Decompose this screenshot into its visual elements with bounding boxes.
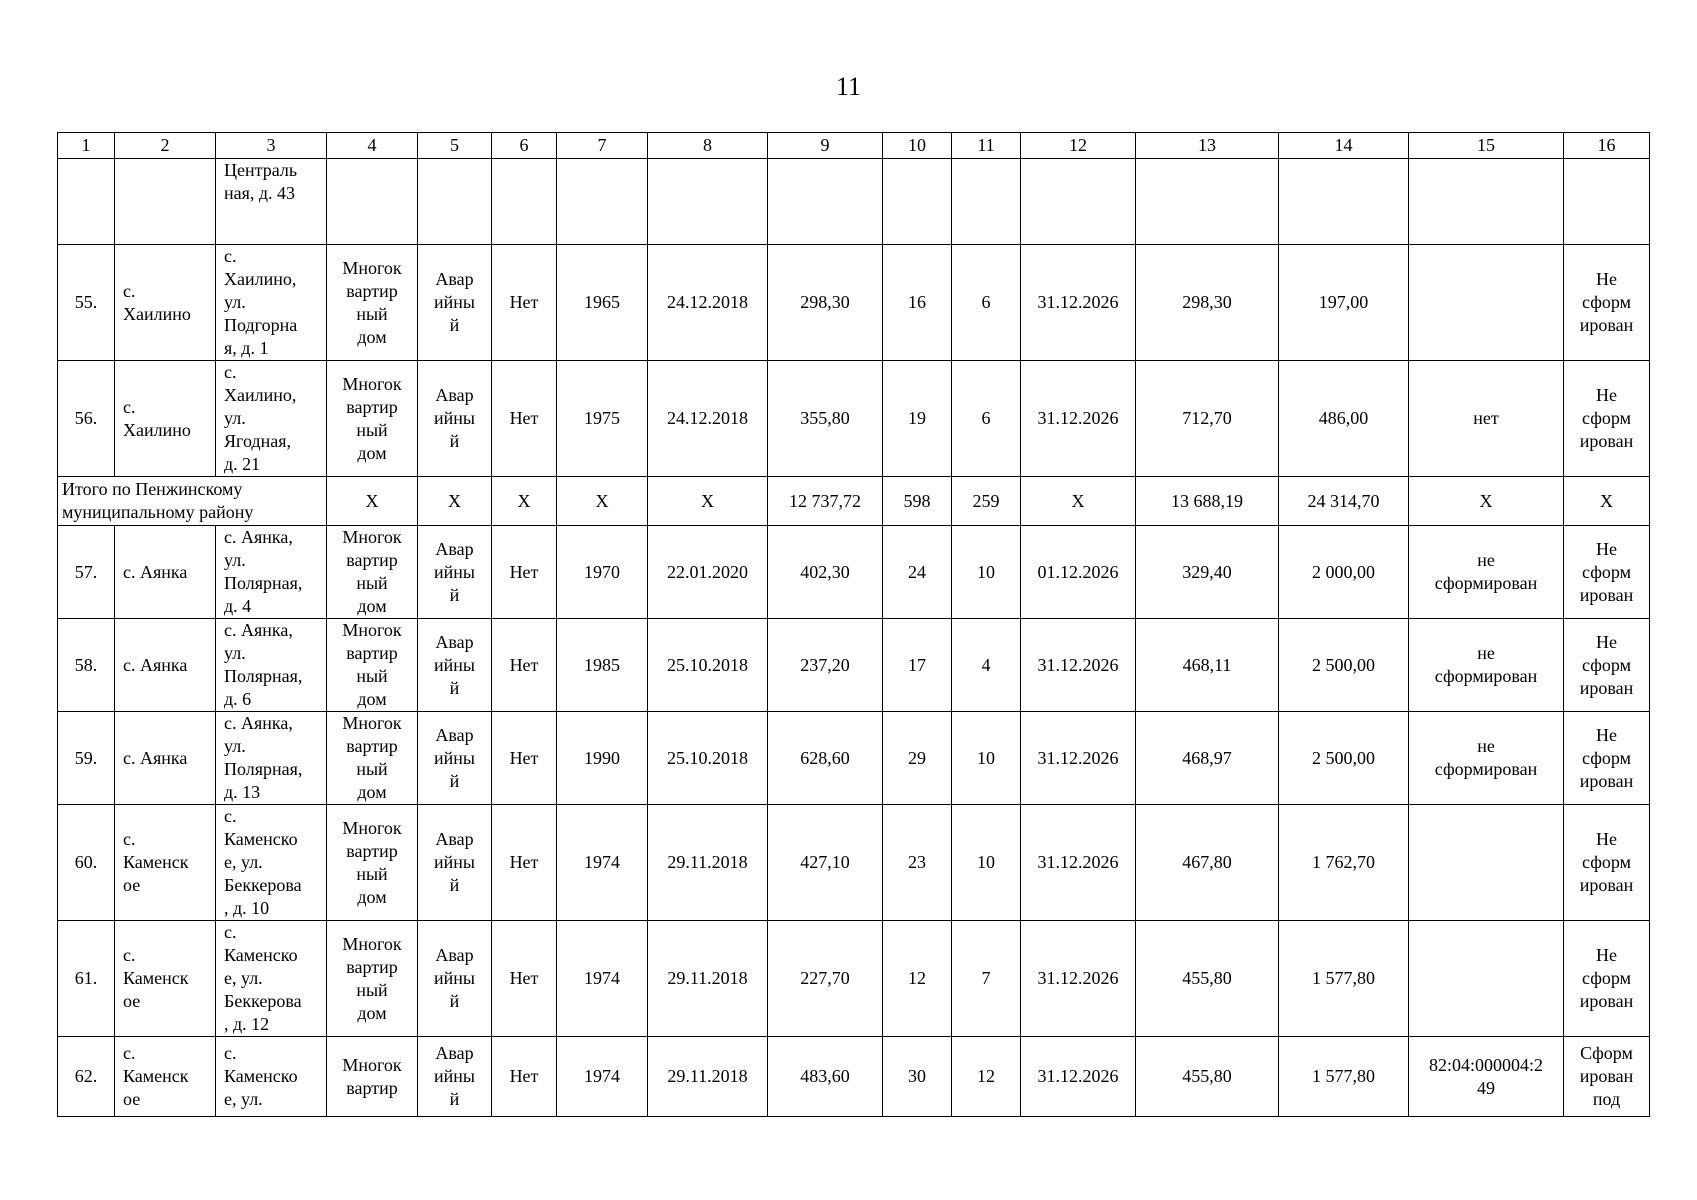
premises-cell: 10 bbox=[952, 712, 1021, 805]
land-status-cell: Не сформ ирован bbox=[1564, 526, 1650, 619]
year-cell: 1965 bbox=[557, 245, 648, 361]
total-residents: 598 bbox=[883, 477, 952, 526]
building-type-cell: Многок вартир ный дом bbox=[327, 712, 418, 805]
year-cell: 1974 bbox=[557, 1037, 648, 1117]
premises-cell: 6 bbox=[952, 361, 1021, 477]
residents-cell: 12 bbox=[883, 921, 952, 1037]
land-status-cell: Не сформ ирован bbox=[1564, 805, 1650, 921]
row-number: 61. bbox=[58, 921, 115, 1037]
continuation-row bbox=[58, 159, 1650, 245]
column-number-6: 6 bbox=[492, 133, 557, 159]
building-type-cell: Многок вартир ный дом bbox=[327, 526, 418, 619]
area2-cell: 329,40 bbox=[1136, 526, 1279, 619]
status-cell: Авар ийны й bbox=[418, 526, 492, 619]
area2-cell: 468,97 bbox=[1136, 712, 1279, 805]
plan-date-cell: 31.12.2026 bbox=[1021, 361, 1136, 477]
building-type-cell: Многок вартир ный дом bbox=[327, 921, 418, 1037]
plan-date-cell: 31.12.2026 bbox=[1021, 1037, 1136, 1117]
column-number-2: 2 bbox=[115, 133, 216, 159]
year-cell: 1974 bbox=[557, 805, 648, 921]
residents-cell: 30 bbox=[883, 1037, 952, 1117]
recognition-date-cell: 29.11.2018 bbox=[648, 1037, 768, 1117]
year-cell: 1990 bbox=[557, 712, 648, 805]
cadastre-cell: 82:04:000004:2 49 bbox=[1409, 1037, 1564, 1117]
total-row bbox=[58, 477, 1650, 526]
land-status-cell: Не сформ ирован bbox=[1564, 619, 1650, 712]
settlement-cell: с. Хаилино bbox=[115, 245, 216, 361]
column-number-1: 1 bbox=[58, 133, 115, 159]
building-type-cell: Многок вартир ный дом bbox=[327, 245, 418, 361]
residents-cell: 23 bbox=[883, 805, 952, 921]
total-area: 12 737,72 bbox=[768, 477, 883, 526]
area3-cell: 197,00 bbox=[1279, 245, 1409, 361]
column-number-row bbox=[58, 133, 1650, 159]
table-row bbox=[58, 526, 1650, 619]
recognition-date-cell: 24.12.2018 bbox=[648, 361, 768, 477]
premises-cell: 10 bbox=[952, 526, 1021, 619]
status-cell: Авар ийны й bbox=[418, 805, 492, 921]
x-mark: Х bbox=[418, 477, 492, 526]
column-number-8: 8 bbox=[648, 133, 768, 159]
column-number-7: 7 bbox=[557, 133, 648, 159]
area3-cell: 2 000,00 bbox=[1279, 526, 1409, 619]
table-row bbox=[58, 361, 1650, 477]
land-status-cell: Не сформ ирован bbox=[1564, 361, 1650, 477]
land-status-cell: Не сформ ирован bbox=[1564, 712, 1650, 805]
address-cell: с. Аянка, ул. Полярная, д. 6 bbox=[216, 619, 327, 712]
table-row bbox=[58, 712, 1650, 805]
area-cell: 237,20 bbox=[768, 619, 883, 712]
plan-date-cell: 31.12.2026 bbox=[1021, 245, 1136, 361]
residents-cell: 17 bbox=[883, 619, 952, 712]
address-cell: Централь ная, д. 43 bbox=[216, 159, 327, 245]
status-cell: Авар ийны й bbox=[418, 619, 492, 712]
building-type-cell: Многок вартир bbox=[327, 1037, 418, 1117]
cadastre-cell: нет bbox=[1409, 361, 1564, 477]
column-number-12: 12 bbox=[1021, 133, 1136, 159]
address-cell: с. Каменско е, ул. Беккерова , д. 10 bbox=[216, 805, 327, 921]
row-number: 59. bbox=[58, 712, 115, 805]
settlement-cell: с. Хаилино bbox=[115, 361, 216, 477]
x-mark: Х bbox=[1021, 477, 1136, 526]
row-number: 56. bbox=[58, 361, 115, 477]
flag-cell: Нет bbox=[492, 921, 557, 1037]
address-cell: с. Каменско е, ул. Беккерова , д. 12 bbox=[216, 921, 327, 1037]
recognition-date-cell: 22.01.2020 bbox=[648, 526, 768, 619]
status-cell: Авар ийны й bbox=[418, 361, 492, 477]
row-number: 60. bbox=[58, 805, 115, 921]
plan-date-cell: 31.12.2026 bbox=[1021, 619, 1136, 712]
premises-cell: 10 bbox=[952, 805, 1021, 921]
building-type-cell: Многок вартир ный дом bbox=[327, 805, 418, 921]
page-number: 11 bbox=[835, 72, 862, 101]
area3-cell: 1 577,80 bbox=[1279, 921, 1409, 1037]
column-number-5: 5 bbox=[418, 133, 492, 159]
row-number: 55. bbox=[58, 245, 115, 361]
column-number-14: 14 bbox=[1279, 133, 1409, 159]
year-cell: 1975 bbox=[557, 361, 648, 477]
recognition-date-cell: 24.12.2018 bbox=[648, 245, 768, 361]
column-number-13: 13 bbox=[1136, 133, 1279, 159]
settlement-cell: с. Аянка bbox=[115, 619, 216, 712]
total-label: Итого по Пенжинскому муниципальному району bbox=[58, 477, 327, 526]
area-cell: 427,10 bbox=[768, 805, 883, 921]
premises-cell: 7 bbox=[952, 921, 1021, 1037]
building-type-cell: Многок вартир ный дом bbox=[327, 619, 418, 712]
residents-cell: 19 bbox=[883, 361, 952, 477]
x-mark: Х bbox=[1564, 477, 1650, 526]
table-row bbox=[58, 921, 1650, 1037]
x-mark: Х bbox=[327, 477, 418, 526]
x-mark: Х bbox=[648, 477, 768, 526]
address-cell: с. Хаилино, ул. Подгорна я, д. 1 bbox=[216, 245, 327, 361]
recognition-date-cell: 29.11.2018 bbox=[648, 805, 768, 921]
year-cell: 1974 bbox=[557, 921, 648, 1037]
x-mark: Х bbox=[1409, 477, 1564, 526]
column-number-4: 4 bbox=[327, 133, 418, 159]
x-mark: Х bbox=[557, 477, 648, 526]
column-number-9: 9 bbox=[768, 133, 883, 159]
settlement-cell: с. Каменск ое bbox=[115, 921, 216, 1037]
residents-cell: 24 bbox=[883, 526, 952, 619]
plan-date-cell: 31.12.2026 bbox=[1021, 921, 1136, 1037]
land-status-cell: Сформ ирован под bbox=[1564, 1037, 1650, 1117]
area2-cell: 455,80 bbox=[1136, 1037, 1279, 1117]
column-number-16: 16 bbox=[1564, 133, 1650, 159]
premises-cell: 4 bbox=[952, 619, 1021, 712]
settlement-cell: с. Каменск ое bbox=[115, 1037, 216, 1117]
area2-cell: 712,70 bbox=[1136, 361, 1279, 477]
address-cell: с. Аянка, ул. Полярная, д. 4 bbox=[216, 526, 327, 619]
area2-cell: 467,80 bbox=[1136, 805, 1279, 921]
settlement-cell: с. Аянка bbox=[115, 526, 216, 619]
flag-cell: Нет bbox=[492, 245, 557, 361]
recognition-date-cell: 29.11.2018 bbox=[648, 921, 768, 1037]
table-row bbox=[58, 619, 1650, 712]
row-number: 57. bbox=[58, 526, 115, 619]
area-cell: 298,30 bbox=[768, 245, 883, 361]
area2-cell: 298,30 bbox=[1136, 245, 1279, 361]
area2-cell: 468,11 bbox=[1136, 619, 1279, 712]
address-cell: с. Хаилино, ул. Ягодная, д. 21 bbox=[216, 361, 327, 477]
cadastre-cell bbox=[1409, 921, 1564, 1037]
status-cell: Авар ийны й bbox=[418, 245, 492, 361]
area-cell: 402,30 bbox=[768, 526, 883, 619]
area3-cell: 486,00 bbox=[1279, 361, 1409, 477]
area3-cell: 1 762,70 bbox=[1279, 805, 1409, 921]
table-row bbox=[58, 245, 1650, 361]
recognition-date-cell: 25.10.2018 bbox=[648, 712, 768, 805]
building-type-cell: Многок вартир ный дом bbox=[327, 361, 418, 477]
total-area3: 24 314,70 bbox=[1279, 477, 1409, 526]
status-cell: Авар ийны й bbox=[418, 1037, 492, 1117]
area3-cell: 2 500,00 bbox=[1279, 712, 1409, 805]
cadastre-cell bbox=[1409, 805, 1564, 921]
cadastre-cell: не сформирован bbox=[1409, 619, 1564, 712]
housing-register-table bbox=[57, 132, 1650, 1117]
land-status-cell: Не сформ ирован bbox=[1564, 245, 1650, 361]
column-number-10: 10 bbox=[883, 133, 952, 159]
plan-date-cell: 31.12.2026 bbox=[1021, 805, 1136, 921]
column-number-15: 15 bbox=[1409, 133, 1564, 159]
settlement-cell: с. Аянка bbox=[115, 712, 216, 805]
plan-date-cell: 31.12.2026 bbox=[1021, 712, 1136, 805]
premises-cell: 6 bbox=[952, 245, 1021, 361]
row-number: 62. bbox=[58, 1037, 115, 1117]
flag-cell: Нет bbox=[492, 805, 557, 921]
column-number-11: 11 bbox=[952, 133, 1021, 159]
area2-cell: 455,80 bbox=[1136, 921, 1279, 1037]
area-cell: 355,80 bbox=[768, 361, 883, 477]
cadastre-cell: не сформирован bbox=[1409, 712, 1564, 805]
year-cell: 1985 bbox=[557, 619, 648, 712]
settlement-cell: с. Каменск ое bbox=[115, 805, 216, 921]
flag-cell: Нет bbox=[492, 361, 557, 477]
row-number: 58. bbox=[58, 619, 115, 712]
x-mark: Х bbox=[492, 477, 557, 526]
flag-cell: Нет bbox=[492, 619, 557, 712]
area-cell: 628,60 bbox=[768, 712, 883, 805]
area3-cell: 2 500,00 bbox=[1279, 619, 1409, 712]
cadastre-cell bbox=[1409, 245, 1564, 361]
recognition-date-cell: 25.10.2018 bbox=[648, 619, 768, 712]
total-premises: 259 bbox=[952, 477, 1021, 526]
area-cell: 227,70 bbox=[768, 921, 883, 1037]
area-cell: 483,60 bbox=[768, 1037, 883, 1117]
flag-cell: Нет bbox=[492, 712, 557, 805]
residents-cell: 29 bbox=[883, 712, 952, 805]
status-cell: Авар ийны й bbox=[418, 921, 492, 1037]
cadastre-cell: не сформирован bbox=[1409, 526, 1564, 619]
address-cell: с. Аянка, ул. Полярная, д. 13 bbox=[216, 712, 327, 805]
column-number-3: 3 bbox=[216, 133, 327, 159]
address-cell: с. Каменско е, ул. bbox=[216, 1037, 327, 1117]
status-cell: Авар ийны й bbox=[418, 712, 492, 805]
table-row bbox=[58, 1037, 1650, 1117]
flag-cell: Нет bbox=[492, 526, 557, 619]
year-cell: 1970 bbox=[557, 526, 648, 619]
total-area2: 13 688,19 bbox=[1136, 477, 1279, 526]
residents-cell: 16 bbox=[883, 245, 952, 361]
land-status-cell: Не сформ ирован bbox=[1564, 921, 1650, 1037]
table-row bbox=[58, 805, 1650, 921]
area3-cell: 1 577,80 bbox=[1279, 1037, 1409, 1117]
premises-cell: 12 bbox=[952, 1037, 1021, 1117]
flag-cell: Нет bbox=[492, 1037, 557, 1117]
plan-date-cell: 01.12.2026 bbox=[1021, 526, 1136, 619]
